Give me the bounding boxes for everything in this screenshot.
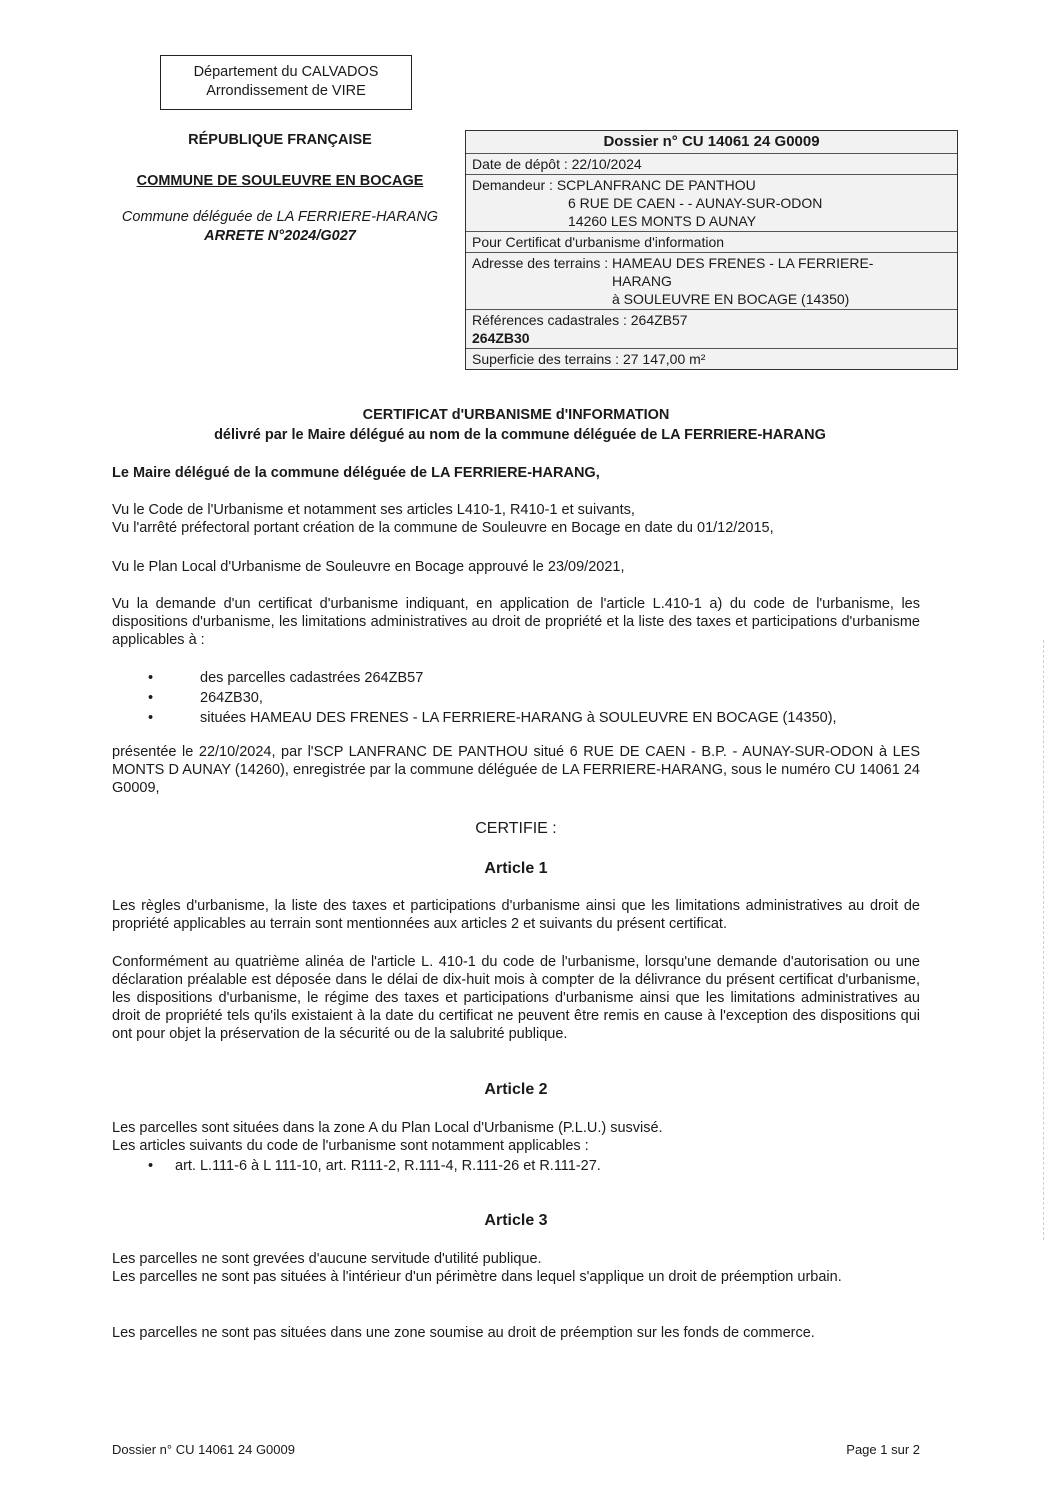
list-item bbox=[148, 689, 918, 707]
commune-deleguee: Commune déléguée de LA FERRIERE-HARANG bbox=[121, 209, 439, 225]
demandeur-line: Demandeur : SCPLANFRANC DE PANTHOU bbox=[472, 177, 756, 193]
superficie-line: Superficie des terrains : 27 147,00 m² bbox=[466, 348, 957, 369]
references-block bbox=[466, 309, 957, 348]
list-item bbox=[148, 669, 918, 687]
arrete-number: ARRETE N°2024/G027 bbox=[204, 228, 356, 244]
certificate-title: CERTIFICAT d'URBANISME d'INFORMATION bbox=[362, 407, 670, 423]
vu-plu: Vu le Plan Local d'Urbanisme de Souleuvre en Bocage approuvé le 23/09/2021, bbox=[112, 559, 625, 575]
certifie-heading: CERTIFIE : bbox=[475, 820, 557, 837]
parcel-bullet-list bbox=[148, 669, 918, 727]
pour-line: Pour Certificat d'urbanisme d'information bbox=[466, 231, 957, 252]
article-2-paragraph-2: Les articles suivants du code de l'urbanisme sont notamment applicables : bbox=[112, 1138, 589, 1154]
scan-edge-line bbox=[1043, 640, 1045, 1240]
bullet-glyph: • bbox=[148, 670, 154, 686]
vu-arrete: Vu l'arrêté préfectoral portant création de la commune de Souleuvre en Bocage en date du 01/12/2015, bbox=[112, 520, 774, 536]
article-2-bullet bbox=[148, 1157, 918, 1175]
list-item bbox=[148, 709, 918, 727]
bullet-text: art. L.111-6 à L 111-10, art. R111-2, R.111-4, R.111-26 et R.111-27. bbox=[175, 1158, 601, 1174]
article-3-paragraph-1: Les parcelles ne sont grevées d'aucune servitude d'utilité publique. bbox=[112, 1251, 542, 1267]
footer-dossier-number: Dossier n° CU 14061 24 G0009 bbox=[112, 1442, 295, 1457]
article-1-title: Article 1 bbox=[484, 860, 548, 877]
dossier-title: Dossier n° CU 14061 24 G0009 bbox=[603, 133, 820, 150]
commune-heading: COMMUNE DE SOULEUVRE EN BOCAGE bbox=[136, 173, 424, 189]
bullet-text: situées HAMEAU DES FRENES - LA FERRIERE-HARANG à SOULEUVRE EN BOCAGE (14350), bbox=[200, 710, 837, 726]
department-box bbox=[160, 55, 412, 110]
article-2-title: Article 2 bbox=[484, 1081, 548, 1098]
presentee-paragraph: présentée le 22/10/2024, par l'SCP LANFRANC DE PANTHOU situé 6 RUE DE CAEN - B.P. - AUNAY-SUR-ODON à LES MONTS D AUNAY (14260), enregistrée par la commune déléguée de LA FERRIERE-HARANG, sous le numéro CU 14061 24 G0009, bbox=[112, 744, 920, 796]
footer-page-number: Page 1 sur 2 bbox=[846, 1442, 920, 1457]
list-item bbox=[148, 1157, 918, 1175]
references-line-2: 264ZB30 bbox=[472, 330, 530, 346]
article-1-paragraph-1: Les règles d'urbanisme, la liste des taxes et participations d'urbanisme ainsi que les limitations administratives au droit de propriété applicables au terrain sont mentionnées aux articles 2 et suivants du présent certificat. bbox=[112, 898, 920, 932]
adresse-line: Adresse des terrains : HAMEAU DES FRENES - LA FERRIERE- bbox=[472, 255, 874, 271]
article-3-title: Article 3 bbox=[484, 1212, 548, 1229]
dossier-box bbox=[465, 130, 958, 370]
article-3-paragraph-3: Les parcelles ne sont pas situées dans une zone soumise au droit de préemption sur les fonds de commerce. bbox=[112, 1325, 815, 1341]
demandeur-address: 6 RUE DE CAEN - - AUNAY-SUR-ODON bbox=[568, 195, 823, 211]
adresse-block bbox=[466, 252, 957, 309]
republique-heading: RÉPUBLIQUE FRANÇAISE bbox=[188, 132, 372, 148]
article-3-paragraph-2: Les parcelles ne sont pas situées à l'intérieur d'un périmètre dans lequel s'applique un droit de préemption urbain. bbox=[112, 1269, 842, 1285]
article-1-paragraph-2: Conformément au quatrième alinéa de l'article L. 410-1 du code de l'urbanisme, lorsqu'une demande d'autorisation ou une déclaration préalable est déposée dans le délai de dix-huit mois à compter de la délivrance du présent certificat d'urbanisme, les dispositions d'urbanisme, le régime des taxes et participations d'urbanisme ainsi que les limitations administratives au droit de propriété tels qu'ils existaient à la date du certificat ne peuvent être remis en cause à l'exception des dispositions qui ont pour objet la préservation de la sécurité ou de la salubrité publique. bbox=[112, 954, 920, 1042]
demandeur-city: 14260 LES MONTS D AUNAY bbox=[568, 213, 757, 229]
maire-line: Le Maire délégué de la commune déléguée de LA FERRIERE-HARANG, bbox=[112, 465, 600, 481]
department-line: Département du CALVADOS bbox=[193, 64, 379, 80]
arrondissement-line: Arrondissement de VIRE bbox=[206, 83, 366, 99]
adresse-line-2: HARANG bbox=[612, 273, 672, 289]
adresse-line-3: à SOULEUVRE EN BOCAGE (14350) bbox=[612, 291, 850, 307]
references-line: Références cadastrales : 264ZB57 bbox=[472, 312, 688, 328]
bullet-glyph: • bbox=[148, 710, 154, 726]
demandeur-block bbox=[466, 174, 957, 231]
bullet-glyph: • bbox=[148, 690, 154, 706]
vu-demande: Vu la demande d'un certificat d'urbanisme indiquant, en application de l'article L.410-1 a) du code de l'urbanisme, les dispositions d'urbanisme, les limitations administratives au droit de propriété et la liste des taxes et participations d'urbanisme applicables à : bbox=[112, 596, 920, 648]
bullet-text: 264ZB30, bbox=[200, 690, 263, 706]
date-depot: Date de dépôt : 22/10/2024 bbox=[466, 153, 957, 174]
bullet-glyph: • bbox=[148, 1158, 154, 1174]
article-2-paragraph-1: Les parcelles sont situées dans la zone A du Plan Local d'Urbanisme (P.L.U.) susvisé. bbox=[112, 1120, 663, 1136]
certificate-subtitle: délivré par le Maire délégué au nom de la commune déléguée de LA FERRIERE-HARANG bbox=[214, 427, 826, 443]
bullet-text: des parcelles cadastrées 264ZB57 bbox=[200, 670, 424, 686]
vu-code: Vu le Code de l'Urbanisme et notamment ses articles L410-1, R410-1 et suivants, bbox=[112, 502, 635, 518]
